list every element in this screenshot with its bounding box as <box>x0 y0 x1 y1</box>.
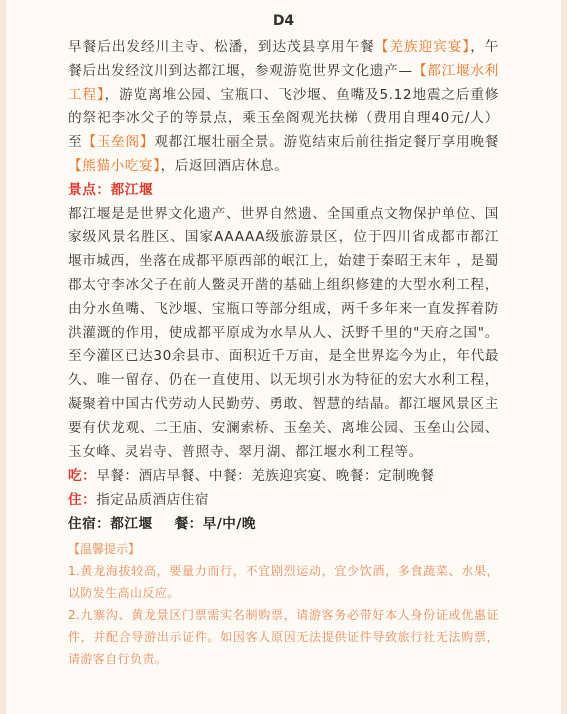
stay-row <box>68 488 499 512</box>
intro-text-5: ，后返回酒店休息。 <box>160 157 289 174</box>
summary-row <box>68 512 499 536</box>
tip-item: 2.九寨沟、黄龙景区门票需实名制购票，请游客务必带好本人身份证或优惠证件，并配合导游出示证件。如因客人原因无法提供证件导致旅行社无法购票，请游客自行负责。 <box>68 608 499 667</box>
intro-highlight-dinner: 【熊猫小吃宴】 <box>68 157 161 174</box>
stay-text: 指定品质酒店住宿 <box>96 492 209 509</box>
tip-item: 1.黄龙海拔较高，要量力而行，不宜剧烈运动，宜少饮酒，多食蔬菜、水果，以防发生高山反应。 <box>68 564 499 601</box>
summary-meals: 餐：早/中/晚 <box>174 516 256 533</box>
day-intro <box>68 36 499 179</box>
intro-text-4: 观都江堰壮丽全景。游览结束后前往指定餐厅享用晚餐 <box>154 134 499 151</box>
spot-description: 都江堰是是世界文化遗产、世界自然遗、全国重点文物保护单位、国家级风景名胜区、国家AAAAA级旅游景区，位于四川省成都市都江堰市城西，坐落在成都平原西部的岷江上，始建于秦昭王末年 ，是蜀郡太守李冰父子在前人鳖灵开凿的基础上组织修建的大型水利工程，由分水鱼嘴、飞沙堰、宝瓶口等部分组成，两千多年来一直发挥着防洪灌溉的作用，使成都平原成为水旱从人、沃野千里的"天府之国"。至今灌区已达30余县市、面积近千万亩，是全世界迄今为止，年代最久、唯一留存、仍在一直使用、以无坝引水为特征的宏大水利工程，凝聚着中国古代劳动人民勤劳、勇敢、智慧的结晶。都江堰风景区主要有伏龙观、二王庙、安澜索桥、玉垒关、离堆公园、玉垒山公园、玉女峰、灵岩寺、普照寺、翠月湖、都江堰水利工程等。 <box>68 205 499 460</box>
spot-heading: 景点：都江堰 <box>68 181 154 198</box>
day-title: D4 <box>272 13 295 29</box>
intro-text-2: ，午餐后出发经汶川到达都江堰，参观游览世界文化遗产— <box>68 39 499 79</box>
day-content <box>68 10 499 670</box>
intro-highlight-dujiangyan: 【都江堰水利工程】 <box>68 62 499 103</box>
intro-highlight-lunch: 【羌族迎宾宴】 <box>374 39 471 55</box>
meals-text: 早餐：酒店早餐、中餐：羌族迎宾宴、晚餐：定制晚餐 <box>96 468 435 485</box>
intro-text-3: ，游览离堆公园、宝瓶口、飞沙堰、鱼嘴及5.12地震之后重修的祭祀李冰父子的等景点，乘玉垒阁观光扶梯（费用自理40元/人）至 <box>68 86 499 151</box>
summary-lodging: 住宿：都江堰 <box>68 516 153 533</box>
intro-text-1: 早餐后出发经川主寺、松潘，到达茂县享用午餐 <box>68 39 375 55</box>
stay-label: 住： <box>68 492 97 509</box>
meals-row <box>68 464 499 488</box>
meals-label: 吃： <box>68 468 97 485</box>
intro-highlight-yulei: 【玉垒阁】 <box>82 134 155 151</box>
tips-title: 【温馨提示】 <box>68 542 141 557</box>
